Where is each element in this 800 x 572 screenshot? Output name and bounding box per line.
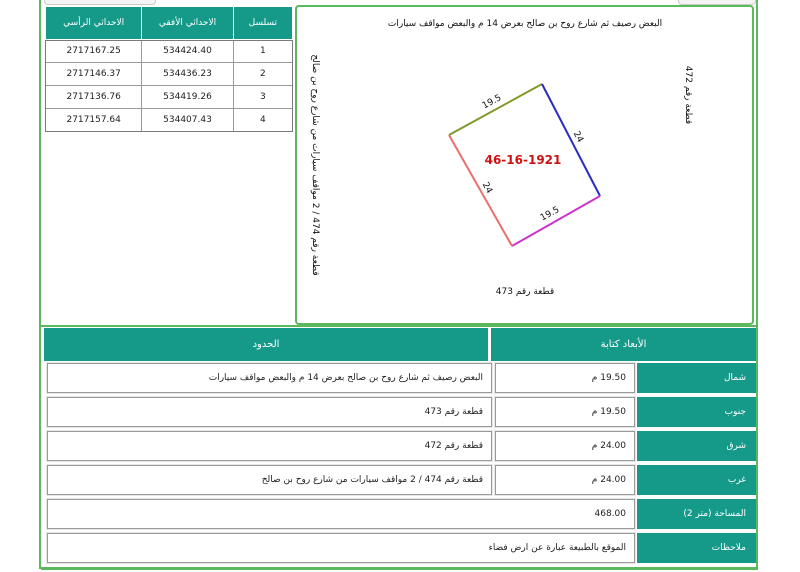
sketch-canvas xyxy=(297,7,752,323)
table-row xyxy=(46,109,293,132)
notes-row xyxy=(44,533,756,563)
length-cell: 24.00 م xyxy=(495,465,635,495)
northing-cell: 2717157.64 xyxy=(46,109,142,132)
area-value: 468.00 xyxy=(47,499,635,529)
table-row xyxy=(46,86,293,109)
easting-cell: 534419.26 xyxy=(142,86,233,109)
easting-header: الاحداثي الأفقي xyxy=(142,7,233,40)
west-neighbor-label: قطعة رقم 474 / 2 مواقف سيارات من شارع روح بن صالح xyxy=(310,54,320,276)
table-row xyxy=(44,363,756,393)
west-side-length: 24 xyxy=(479,180,494,196)
notes-value: الموقع بالطبيعة عبارة عن ارض فضاء xyxy=(47,533,635,563)
boundary-cell xyxy=(47,363,492,393)
boundary-text: البعض رصيف ثم شارع روح بن صالح بعرض 14 م والبعض مواقف سيارات xyxy=(208,373,483,383)
parcel-west-edge xyxy=(449,135,512,246)
south-side-length: 19.5 xyxy=(538,205,562,224)
east-side-length: 24 xyxy=(570,129,585,145)
serial-cell: 1 xyxy=(233,40,292,63)
northing-cell: 2717146.37 xyxy=(46,63,142,86)
dimensions-header: الأبعاد كتابة xyxy=(491,328,756,361)
coordinates-table xyxy=(45,6,293,132)
boundary-cell: قطعة رقم 473 xyxy=(47,397,492,427)
parcel-south-edge xyxy=(512,196,600,246)
northing-header: الاحداثي الرأسي xyxy=(46,7,142,40)
boundary-cell: قطعة رقم 474 / 2 مواقف سيارات من شارع روح بن صالح xyxy=(47,465,492,495)
easting-cell: 534424.40 xyxy=(142,40,233,63)
area-row xyxy=(44,499,756,529)
parcel-sketch xyxy=(295,5,754,325)
area-label: المساحة (متر 2) xyxy=(637,499,756,529)
north-neighbor-label: البعض رصيف ثم شارع روح بن صالح بعرض 14 م والبعض مواقف سيارات xyxy=(387,19,663,29)
section-divider xyxy=(41,325,756,327)
notes-label: ملاحظات xyxy=(637,533,756,563)
easting-cell: 534436.23 xyxy=(142,63,233,86)
table-row xyxy=(44,431,756,461)
serial-cell: 3 xyxy=(233,86,292,109)
row-label: شرق xyxy=(637,431,756,461)
boundaries-table xyxy=(44,328,756,568)
serial-cell: 2 xyxy=(233,63,292,86)
table-row xyxy=(46,63,293,86)
table-row xyxy=(46,40,293,63)
boundary-cell: قطعة رقم 472 xyxy=(47,431,492,461)
northing-cell: 2717136.76 xyxy=(46,86,142,109)
coordinates-header-row xyxy=(46,7,293,40)
length-cell: 24.00 م xyxy=(495,431,635,461)
parcel-north-edge xyxy=(449,84,542,135)
row-label: شمال xyxy=(637,363,756,393)
parcel-east-edge xyxy=(542,84,600,196)
northing-cell: 2717167.25 xyxy=(46,40,142,63)
table-row xyxy=(44,397,756,427)
south-neighbor-label: قطعة رقم 473 xyxy=(495,287,555,297)
serial-header: تسلسل xyxy=(233,7,292,40)
boundaries-header: الحدود xyxy=(44,328,488,361)
north-side-length: 19.5 xyxy=(480,93,504,112)
top-button-left[interactable] xyxy=(44,0,156,5)
east-neighbor-label: قطعة رقم 472 xyxy=(683,65,693,125)
easting-cell: 534407.43 xyxy=(142,109,233,132)
serial-cell: 4 xyxy=(233,109,292,132)
length-cell: 19.50 م xyxy=(495,397,635,427)
row-label: جنوب xyxy=(637,397,756,427)
parcel-id: 46-16-1921 xyxy=(484,153,562,167)
table-row xyxy=(44,465,756,495)
row-label: غرب xyxy=(637,465,756,495)
bottom-border xyxy=(41,568,758,570)
length-cell: 19.50 م xyxy=(495,363,635,393)
